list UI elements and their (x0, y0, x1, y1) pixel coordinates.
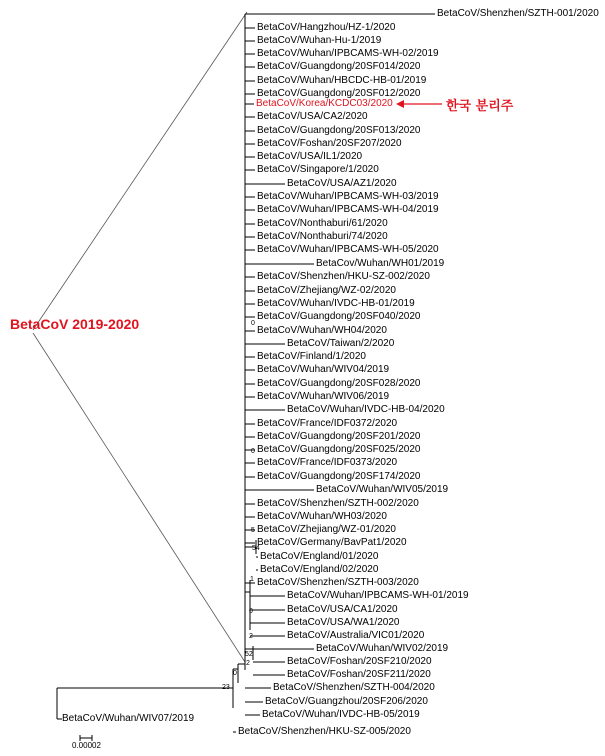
leaf-label: BetaCoV/Foshan/20SF211/2020 (287, 669, 431, 680)
support-value: 23 (222, 684, 230, 691)
korean-isolate-label: 한국 분리주 (446, 99, 514, 114)
zoom-line-bottom (33, 333, 245, 662)
leaf-label: BetaCoV/Foshan/20SF207/2020 (257, 138, 402, 149)
scale-bar-label: 0.00002 (72, 741, 101, 750)
leaf-label: BetaCoV/Shenzhen/SZTH-003/2020 (257, 577, 419, 588)
leaf-label: BetaCoV/Guangdong/20SF014/2020 (257, 61, 421, 72)
leaf-label: BetaCoV/Nonthaburi/74/2020 (257, 231, 388, 242)
leaf-label: BetaCoV/Shenzhen/SZTH-004/2020 (273, 682, 435, 693)
leaf-label: BetaCoV/Guangdong/20SF040/2020 (257, 311, 421, 322)
annotation-arrow-head (396, 100, 404, 108)
leaf-label: BetaCoV/Wuhan/WIV07/2019 (62, 713, 195, 724)
support-value: 2 (249, 633, 253, 640)
leaf-label: BetaCoV/Finland/1/2020 (257, 351, 366, 362)
leaf-label: BetaCoV/Zhejiang/WZ-02/2020 (257, 285, 396, 296)
leaf-label: BetaCoV/Wuhan/IPBCAMS-WH-01/2019 (287, 590, 469, 601)
leaf-label: BetaCoV/England/02/2020 (260, 564, 379, 575)
support-value: 1 (250, 576, 254, 583)
leaf-label: BetaCoV/Shenzhen/HKU-SZ-005/2020 (238, 726, 411, 737)
leaf-label: BetaCoV/France/IDF0373/2020 (257, 457, 398, 468)
leaf-label: BetaCoV/Wuhan/IVDC-HB-04/2020 (287, 404, 445, 415)
leaf-label: BetaCoV/Wuhan/IPBCAMS-WH-03/2019 (257, 191, 439, 202)
leaf-label: BetaCoV/Guangdong/20SF013/2020 (257, 125, 421, 136)
leaf-label: BetaCoV/Wuhan/IPBCAMS-WH-02/2019 (257, 48, 439, 59)
leaf-label: BetaCov/Wuhan/WH01/2019 (316, 258, 445, 269)
leaf-label: BetaCoV/Wuhan/WIV06/2019 (257, 391, 390, 402)
leaf-label: BetaCoV/Zhejiang/WZ-01/2020 (257, 524, 396, 535)
support-value: 5 (251, 527, 255, 534)
clade-label: BetaCoV 2019-2020 (10, 316, 140, 332)
leaf-label: BetaCoV/USA/IL1/2020 (257, 151, 363, 162)
leaf-label: BetaCoV/Wuhan/HBCDC-HB-01/2019 (257, 75, 427, 86)
leaf-label: BetaCoV/Hangzhou/HZ-1/2020 (257, 22, 396, 33)
leaf-label: BetaCoV/Guangdong/20SF028/2020 (257, 378, 421, 389)
support-value: 0 (251, 320, 255, 327)
leaf-label: BetaCoV/Wuhan-Hu-1/2019 (257, 35, 382, 46)
leaf-label: BetaCoV/USA/WA1/2020 (287, 617, 400, 628)
support-value: 54 (252, 545, 260, 552)
leaf-label: BetaCoV/Guangzhou/20SF206/2020 (265, 696, 428, 707)
leaf-label: BetaCoV/Guangdong/20SF012/2020 (257, 88, 421, 99)
support-value: 2 (246, 660, 250, 667)
support-value: 52 (245, 651, 253, 658)
leaf-label: BetaCoV/Nonthaburi/61/2020 (257, 218, 388, 229)
support-value: 0 (251, 448, 255, 455)
leaf-label: BetaCoV/USA/AZ1/2020 (287, 178, 397, 189)
leaf-label: BetaCoV/USA/CA1/2020 (287, 604, 398, 615)
leaf-label: BetaCoV/USA/CA2/2020 (257, 111, 368, 122)
support-value: 0 (249, 608, 253, 615)
leaf-label: BetaCoV/Shenzhen/HKU-SZ-002/2020 (257, 271, 430, 282)
leaf-label: BetaCoV/Shenzhen/SZTH-001/2020 (437, 8, 599, 19)
leaf-label: BetaCoV/Wuhan/IPBCAMS-WH-05/2020 (257, 244, 439, 255)
leaf-label: BetaCoV/Singapore/1/2020 (257, 164, 379, 175)
support-value: 0 (233, 670, 237, 677)
zoom-line-top (33, 12, 247, 330)
leaf-label: BetaCoV/Wuhan/IVDC-HB-01/2019 (257, 298, 415, 309)
leaf-label: BetaCoV/Wuhan/WIV05/2019 (316, 484, 449, 495)
leaf-label: BetaCoV/Shenzhen/SZTH-002/2020 (257, 498, 419, 509)
leaf-label: BetaCoV/Guangdong/20SF025/2020 (257, 444, 421, 455)
leaf-label-highlight: BetaCoV/Korea/KCDC03/2020 (256, 98, 393, 109)
leaf-label: BetaCoV/Taiwan/2/2020 (287, 338, 395, 349)
leaf-label: BetaCoV/Wuhan/WIV02/2019 (316, 643, 449, 654)
leaf-label: BetaCoV/Guangdong/20SF174/2020 (257, 471, 421, 482)
leaf-label: BetaCoV/Foshan/20SF210/2020 (287, 656, 432, 667)
leaf-label: BetaCoV/Wuhan/IVDC-HB-05/2019 (262, 709, 420, 720)
leaf-label: BetaCoV/Wuhan/WH03/2020 (257, 511, 387, 522)
leaf-label: BetaCoV/Guangdong/20SF201/2020 (257, 431, 421, 442)
leaf-label: BetaCoV/Australia/VIC01/2020 (287, 630, 425, 641)
leaf-label: BetaCoV/Wuhan/WH04/2020 (257, 325, 387, 336)
leaf-label: BetaCoV/England/01/2020 (260, 551, 379, 562)
leaf-label: BetaCoV/France/IDF0372/2020 (257, 418, 398, 429)
leaf-label: BetaCoV/Wuhan/IPBCAMS-WH-04/2019 (257, 204, 439, 215)
leaf-label: BetaCoV/Wuhan/WIV04/2019 (257, 364, 390, 375)
leaf-label: BetaCoV/Germany/BavPat1/2020 (257, 537, 407, 548)
